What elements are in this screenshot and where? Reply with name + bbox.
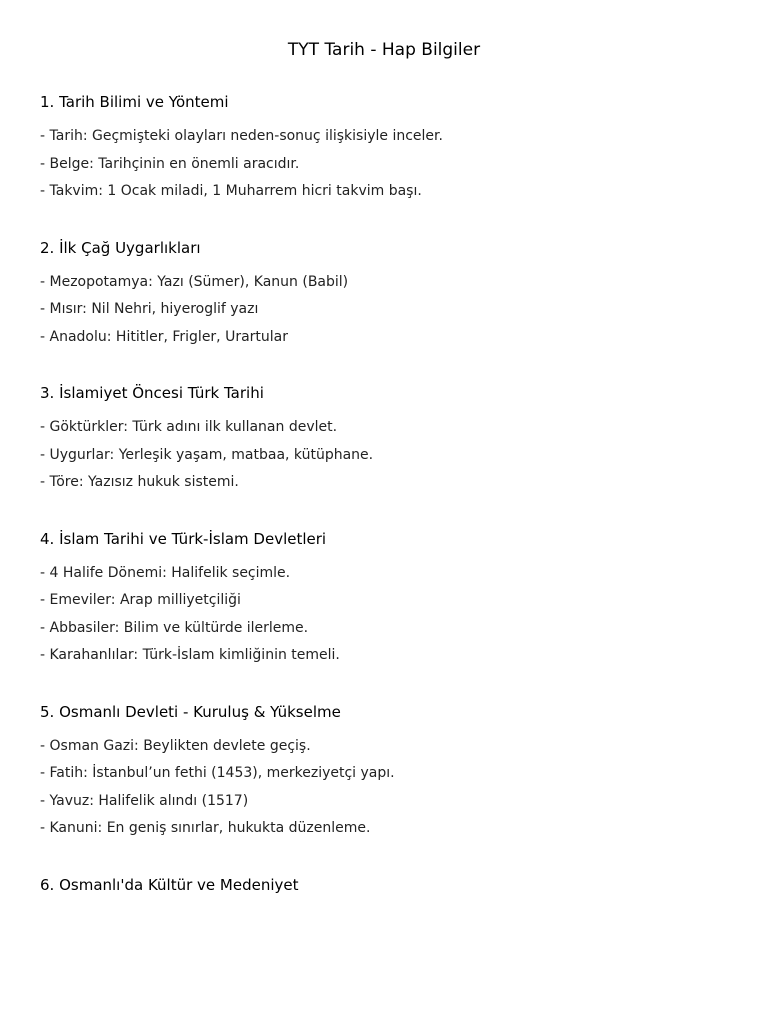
section-heading: 4. İslam Tarihi ve Türk-İslam Devletleri [40, 529, 327, 548]
section-5 [40, 702, 740, 839]
bullet-item: - Karahanlılar: Türk-İslam kimliğinin temeli. [40, 647, 340, 663]
section-4 [40, 529, 740, 666]
section-heading: 2. İlk Çağ Uygarlıkları [40, 238, 201, 257]
section-spacer [40, 846, 740, 875]
bullet-item: - Anadolu: Hititler, Frigler, Urartular [40, 328, 289, 345]
bullet-item: - Yavuz: Halifelik alındı (1517) [40, 792, 249, 809]
section-heading: 3. İslamiyet Öncesi Türk Tarihi [40, 384, 264, 402]
bullet-item: - Osman Gazi: Beylikten devlete geçiş. [40, 737, 311, 754]
bullet-item: - Uygurlar: Yerleşik yaşam, matbaa, kütüphane. [40, 446, 374, 463]
bullet-item: - Mezopotamya: Yazı (Sümer), Kanun (Babil) [40, 273, 349, 290]
section-1 [40, 92, 740, 201]
section-spacer [40, 209, 740, 238]
section-6 [40, 875, 740, 895]
bullet-item: - Takvim: 1 Ocak miladi, 1 Muharrem hicri takvim başı. [40, 183, 422, 199]
bullet-item: - Tarih: Geçmişteki olayları neden-sonuç ilişkisiyle inceler. [40, 128, 443, 144]
section-3 [40, 383, 740, 492]
bullet-item: - Emeviler: Arap milliyetçiliği [40, 592, 241, 608]
section-heading: 5. Osmanlı Devleti - Kuruluş & Yükselme [40, 702, 341, 721]
section-spacer [40, 500, 740, 529]
sections-container [40, 92, 740, 909]
document-title: TYT Tarih - Hap Bilgiler [287, 40, 481, 60]
section-heading: 6. Osmanlı'da Kültür ve Medeniyet [40, 875, 299, 894]
section-2 [40, 238, 740, 347]
section-spacer [40, 673, 740, 702]
section-heading: 1. Tarih Bilimi ve Yöntemi [40, 93, 229, 111]
bullet-item: - Mısır: Nil Nehri, hiyeroglif yazı [40, 301, 259, 317]
bullet-item: - Belge: Tarihçinin en önemli aracıdır. [40, 155, 300, 172]
bullet-item: - Kanuni: En geniş sınırlar, hukukta düzenleme. [40, 820, 371, 836]
bullet-item: - Abbasiler: Bilim ve kültürde ilerleme. [40, 619, 309, 636]
section-spacer [40, 354, 740, 383]
bullet-item: - Göktürkler: Türk adını ilk kullanan devlet. [40, 419, 338, 435]
bullet-item: - 4 Halife Dönemi: Halifelik seçimle. [40, 564, 291, 581]
bullet-item: - Töre: Yazısız hukuk sistemi. [40, 474, 239, 490]
bullet-item: - Fatih: İstanbul’un fethi (1453), merkeziyetçi yapı. [40, 765, 395, 781]
